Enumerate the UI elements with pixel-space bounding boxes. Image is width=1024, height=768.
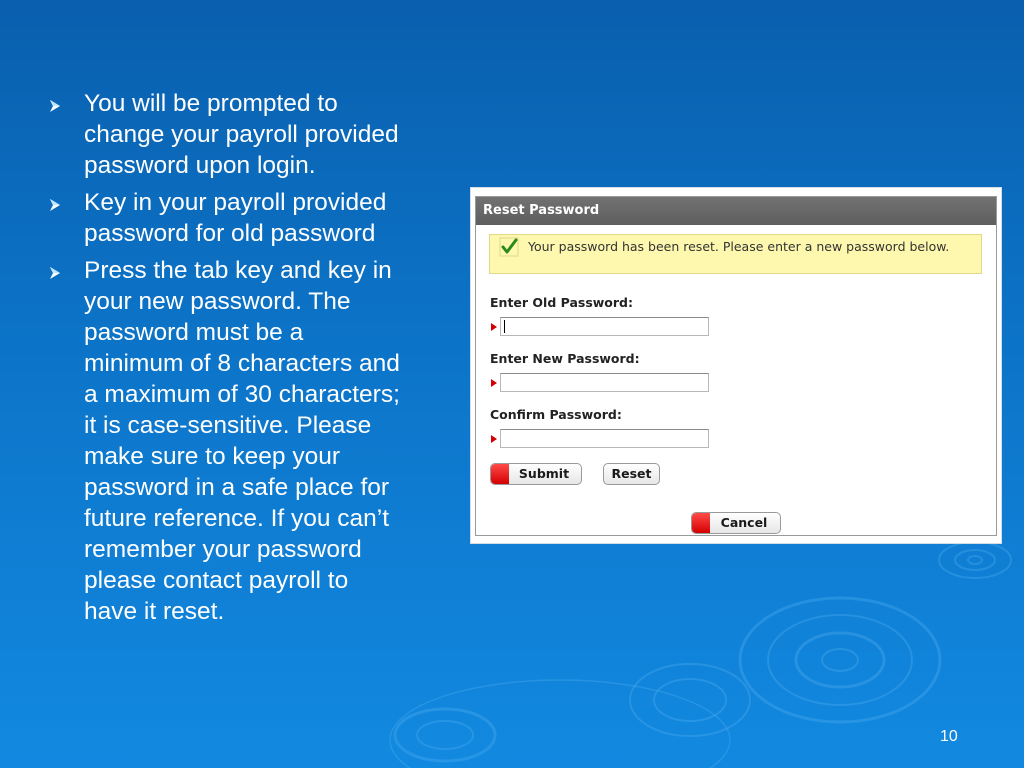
checkmark-icon [499, 237, 519, 257]
submit-button-label: Submit [518, 466, 570, 481]
red-button-cap [692, 513, 710, 533]
reset-button[interactable] [603, 463, 660, 485]
notice-message: Your password has been reset. Please enter a new password below. [528, 239, 950, 254]
old-password-input[interactable] [500, 317, 709, 336]
cancel-button[interactable] [691, 512, 781, 534]
bullet-list [48, 88, 458, 633]
new-password-label: Enter New Password: [490, 351, 640, 366]
submit-button[interactable] [490, 463, 582, 485]
bullet-item [48, 187, 458, 249]
red-button-cap [491, 464, 509, 484]
bullet-item [48, 88, 458, 181]
new-password-input[interactable] [500, 373, 709, 392]
bullet-text: Press the tab key and key in your new password. The password must be a minimum of 8 characters and a maximum of 30 characters; it is case-sensitive. Please make sure to keep your password in a safe place for future reference. If you can’t remember your password please contact payroll to have it reset. [84, 257, 400, 625]
arrow-bullet-icon [48, 198, 62, 212]
bullet-text: You will be prompted to change your payroll provided password upon login. [84, 90, 399, 179]
confirm-password-label: Confirm Password: [490, 407, 622, 422]
required-arrow-icon [490, 322, 498, 332]
old-password-label: Enter Old Password: [490, 295, 634, 310]
confirm-password-input[interactable] [500, 429, 709, 448]
reset-button-label: Reset [611, 466, 652, 481]
success-notice [489, 234, 982, 274]
reset-password-screenshot [470, 187, 1002, 544]
required-arrow-icon [490, 378, 498, 388]
slide-number: 10 [940, 728, 958, 745]
reset-password-window [475, 196, 997, 536]
arrow-bullet-icon [48, 266, 62, 280]
text-cursor [504, 320, 505, 333]
cancel-button-label: Cancel [720, 515, 768, 530]
required-arrow-icon [490, 434, 498, 444]
arrow-bullet-icon [48, 99, 62, 113]
bullet-item [48, 255, 458, 627]
window-title: Reset Password [476, 197, 996, 225]
bullet-text: Key in your payroll provided password for old password [84, 189, 387, 247]
